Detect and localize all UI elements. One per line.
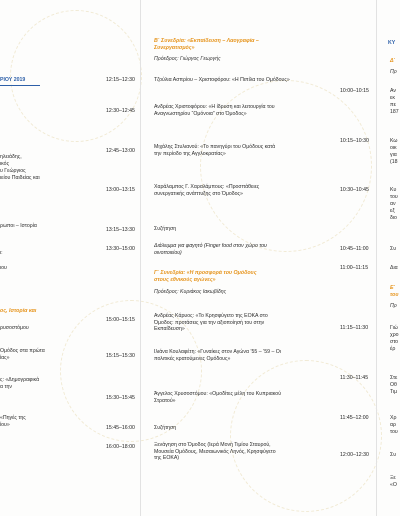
right-fragment: του [390,194,398,200]
right-fragment: Στε [390,375,398,381]
time-slot: 11:30–11:45 [340,375,369,381]
session-d-chair: Πρ [390,69,397,75]
right-fragment: 187 [390,109,399,115]
time-slot: 10:30–10:45 [340,187,369,193]
time-slot: 12:00–12:30 [340,452,369,458]
speaker-name: Μιχάλης Στυλιανού: [154,144,199,150]
time-slot: 16:00–18:00 [106,444,135,450]
time-slot: 13:30–15:00 [106,246,135,252]
time-slot: 12:15–12:30 [106,77,135,83]
left-text-line: ίας» [0,355,10,361]
time-slot: 12:45–13:00 [106,148,135,154]
left-text-line: ίου» [0,422,10,428]
right-fragment: αν [390,201,396,207]
right-fragment: Συ [390,246,397,252]
lunch-break: Διάλειμμα για φαγητό (Finger food στον χώρο του οινοποιείου) [154,243,267,256]
right-fragment: εκ [390,95,395,101]
right-fragment: (18 [390,159,398,165]
right-fragment: Αν [390,88,396,94]
session-b-chair: Πρόεδρος: Γιώργος Γεωργής [154,56,221,62]
speaker-name: Άγγελος Χρυσοστόμου: [154,391,208,397]
talk-title: «Ομοδίτες μέλη του Κυπριακού Στρατού» [154,391,282,404]
left-text-line: ιείου Παιδείας και [0,175,40,181]
time-slot: 13:15–13:30 [106,227,135,233]
discussion-label: Συζήτηση [154,425,177,431]
talk-title: «Γυναίκες στον Αγώνα ’55 – ’59 – Οι πολιτικές κρατούμενες Ομόδους» [154,349,281,362]
right-fragment: διο [390,215,397,221]
right-fragment: εξ [390,208,395,214]
right-fragment: Κυ [390,187,397,193]
talk-title: «Το πανηγύρι του Ομόδους κατά την περίοδο της Αγγλοκρατίας» [154,144,276,157]
column-divider [376,0,377,516]
right-fragment: Συ [390,452,397,458]
right-fragment: Δια [390,265,398,271]
right-fragment: στο [390,339,399,345]
right-fragment: αρ [390,422,396,428]
right-fragment: Τιμ [390,389,398,395]
time-slot: 15:45–16:00 [106,425,135,431]
right-fragment: οικ [390,145,397,151]
right-fragment: Ε΄ [390,285,396,291]
session-c-title-cont: στους εθνικούς αγώνες» [154,277,216,283]
discussion-label: Συζήτηση [154,226,177,232]
right-fragment: του [390,292,399,298]
talk-entry [154,184,284,197]
time-slot: 10:45–11:00 [340,246,369,252]
date-underline [0,85,40,86]
right-fragment: Χρ [390,415,397,421]
time-slot: 10:15–10:30 [340,138,369,144]
time-slot: 15:15–15:30 [106,353,135,359]
talk-entry [154,391,284,404]
date-heading: ΡΙΟΥ 2019 [0,77,26,83]
right-fragment: έρ [390,346,396,352]
time-slot: 12:30–12:45 [106,108,135,114]
speaker-name: Χαράλαμπος Γ. Χαραλάμπους: [154,184,225,190]
talk-entry [154,77,290,84]
left-text-line: «Πηγές της [0,415,26,421]
right-program-column [388,0,400,516]
right-fragment: για [390,152,397,158]
right-fragment: πε [390,102,396,108]
speaker-name: Ανδρέας Χριστοφόρου: [154,104,208,110]
talk-title: «Η ίδρυση και λειτουργία του Αναγνωστηρίου “Ομόνοια” στο Όμοδος» [154,104,275,117]
speaker-name: Ανδρέας Κάρυος: [154,313,195,319]
time-slot: 11:15–11:30 [340,325,369,331]
time-slot: 15:00–15:15 [106,317,135,323]
talk-entry [154,144,284,157]
session-c-chair: Πρόεδρος: Κυριάκος Ιακωβίδης [154,289,227,295]
left-text-line: Ομόδος στα πρώτα [0,348,45,354]
session-b-title: Β΄ Συνεδρία: «Εκπαίδευση – Λαογραφία – [154,38,259,44]
right-fragment: Κω [390,138,398,144]
talk-title: «Προσπάθειες συνεργατικής ανάπτυξης στο Όμοδος» [154,184,260,197]
middle-program-column [154,0,334,516]
speaker-name: Τζούλια Ασπρίου – Χριστοφόρου: [154,77,231,83]
speaker-name: Ιλιάνα Κουλαφέτη: [154,349,196,355]
time-slot: 11:00–11:15 [340,265,369,271]
left-text-line: ς: «Δημογραφικά [0,377,40,383]
right-fragment: Ξε [390,475,396,481]
talk-title: «Η Πιπίλα του Ομόδους» [232,77,290,83]
right-fragment: του [390,429,398,435]
talk-entry [154,313,284,333]
right-fragment: Πρ [390,303,397,309]
left-text-line: υ Γεώργιος [0,168,26,174]
left-text-line: ρυσοστόμου [0,325,29,331]
time-slot: 13:00–13:15 [106,187,135,193]
right-fragment: χρο [390,332,399,338]
right-fragment: «Ο [390,482,397,488]
right-fragment: Γιώ [390,325,398,331]
left-text-line: ιου [0,265,7,271]
session-b-title-cont: Συνεργατισμός» [154,45,195,51]
column-divider [140,0,141,516]
time-slot: 11:45–12:00 [340,415,369,421]
left-text-line: ικός [0,161,10,167]
left-text-line: ι: [0,250,3,256]
right-fragment: Οθ [390,382,397,388]
time-slot: 15:30–15:45 [106,395,135,401]
left-text-line: α την [0,384,12,390]
talk-title: «Το Κρησφύγετο της ΕΟΚΑ στο Όμοδος: προτάσεις για την αξιοποίησή του στην Εκπαίδευση» [154,313,268,333]
talk-entry [154,104,284,117]
session-c-title: Γ΄ Συνεδρία: «Η προσφορά του Ομόδους [154,270,257,276]
guided-tour: Ξενάγηση στο Όμοδος (Ιερά Μονή Τιμίου Σταυρού, Μουσεία Ομόδους, Μεσαιωνικός Ληνός, Κρησφύγετο της ΕΟΚΑ) [154,442,276,462]
time-slot: 10:00–10:15 [340,88,369,94]
left-text-line: ηλειάδης, [0,154,22,160]
left-session-title: ος, Ιστορία και [0,308,37,314]
left-text-line: ρωποι – Ιστορία [0,223,37,229]
session-d-title: Δ΄ [390,58,396,64]
talk-entry [154,349,284,362]
day-heading: ΚΥ [388,40,396,46]
